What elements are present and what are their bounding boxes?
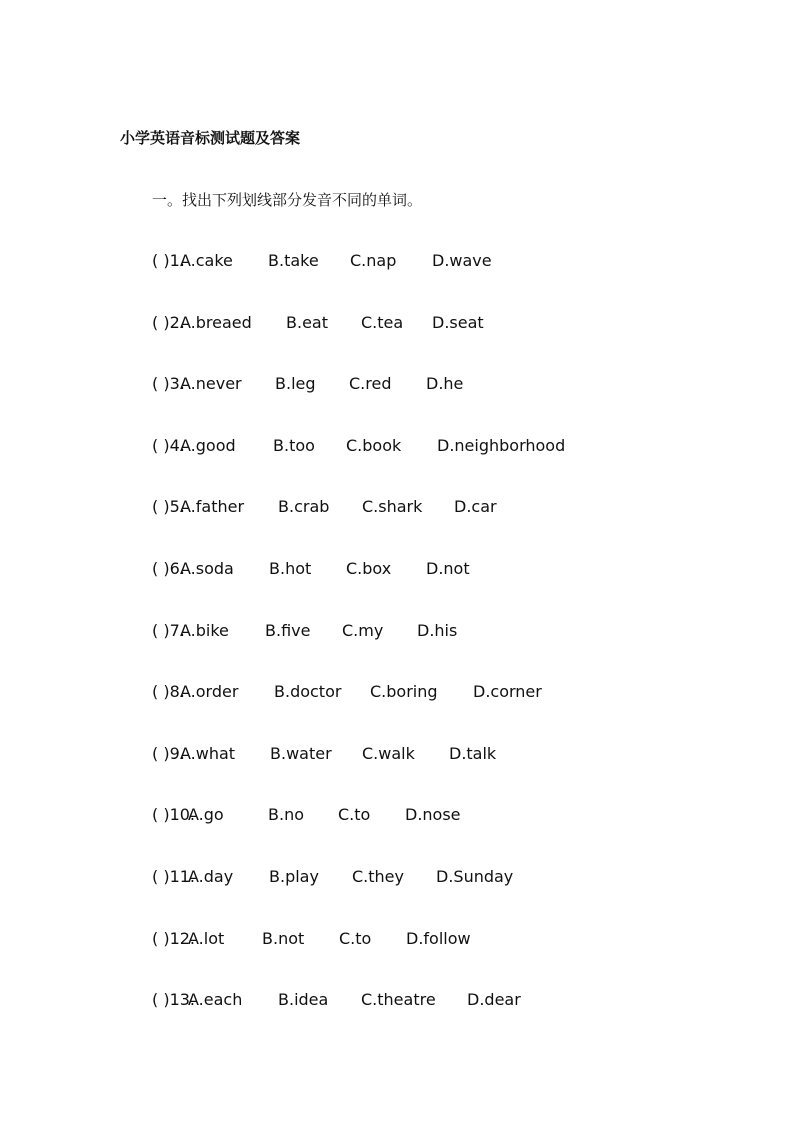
question-number: ( )7. (152, 621, 185, 640)
option-d: D.follow (406, 929, 471, 948)
option-a: A.bike (180, 621, 229, 640)
question-number: ( )11. (152, 867, 196, 886)
option-d: D.wave (432, 251, 492, 270)
option-b: B.take (268, 251, 319, 270)
option-b: B.play (269, 867, 319, 886)
option-a: A.never (180, 374, 242, 393)
option-c: C.theatre (361, 990, 436, 1009)
question-number: ( )9. (152, 744, 185, 763)
option-c: C.tea (361, 313, 404, 332)
option-b: B.too (273, 436, 315, 455)
option-d: D.corner (473, 682, 542, 701)
option-c: C.nap (350, 251, 397, 270)
option-d: D.his (417, 621, 458, 640)
option-a: A.father (180, 497, 245, 516)
option-c: C.boring (370, 682, 438, 701)
option-d: D.Sunday (436, 867, 514, 886)
option-d: D.not (426, 559, 470, 578)
option-b: B.water (270, 744, 332, 763)
option-a: A.each (188, 990, 243, 1009)
option-d: D.car (454, 497, 497, 516)
option-c: C.red (349, 374, 392, 393)
question-number: ( )10. (152, 805, 196, 824)
option-a: A.what (180, 744, 236, 763)
page-title: 小学英语音标测试题及答案 (120, 129, 301, 147)
option-c: C.to (339, 929, 372, 948)
question-number: ( )13. (152, 990, 196, 1009)
option-d: D.neighborhood (437, 436, 566, 455)
question-number: ( )6. (152, 559, 185, 578)
question-number: ( )8. (152, 682, 185, 701)
option-b: B.leg (275, 374, 316, 393)
option-a: A.lot (188, 929, 225, 948)
option-d: D.nose (405, 805, 461, 824)
option-b: B.doctor (274, 682, 342, 701)
option-c: C.walk (362, 744, 415, 763)
option-a: A.day (188, 867, 234, 886)
option-c: C.shark (362, 497, 423, 516)
question-number: ( )2. (152, 313, 185, 332)
option-b: B.crab (278, 497, 330, 516)
option-a: A.cake (180, 251, 233, 270)
option-b: B.hot (269, 559, 312, 578)
option-a: A.go (188, 805, 224, 824)
option-d: D.dear (467, 990, 521, 1009)
option-a: A.good (180, 436, 236, 455)
option-b: B.eat (286, 313, 328, 332)
option-d: D.he (426, 374, 464, 393)
option-b: B.no (268, 805, 304, 824)
section-heading: 一。找出下列划线部分发音不同的单词。 (152, 191, 423, 209)
option-d: D.seat (432, 313, 484, 332)
question-number: ( )4. (152, 436, 185, 455)
option-b: B.five (265, 621, 311, 640)
option-c: C.they (352, 867, 404, 886)
option-c: C.my (342, 621, 384, 640)
question-number: ( )12. (152, 929, 196, 948)
option-a: A.soda (180, 559, 234, 578)
question-number: ( )1. (152, 251, 185, 270)
option-c: C.box (346, 559, 392, 578)
option-b: B.idea (278, 990, 329, 1009)
option-a: A.breaed (180, 313, 252, 332)
option-a: A.order (180, 682, 239, 701)
option-c: C.to (338, 805, 371, 824)
question-number: ( )3. (152, 374, 185, 393)
question-number: ( )5. (152, 497, 185, 516)
option-d: D.talk (449, 744, 497, 763)
option-b: B.not (262, 929, 305, 948)
option-c: C.book (346, 436, 402, 455)
